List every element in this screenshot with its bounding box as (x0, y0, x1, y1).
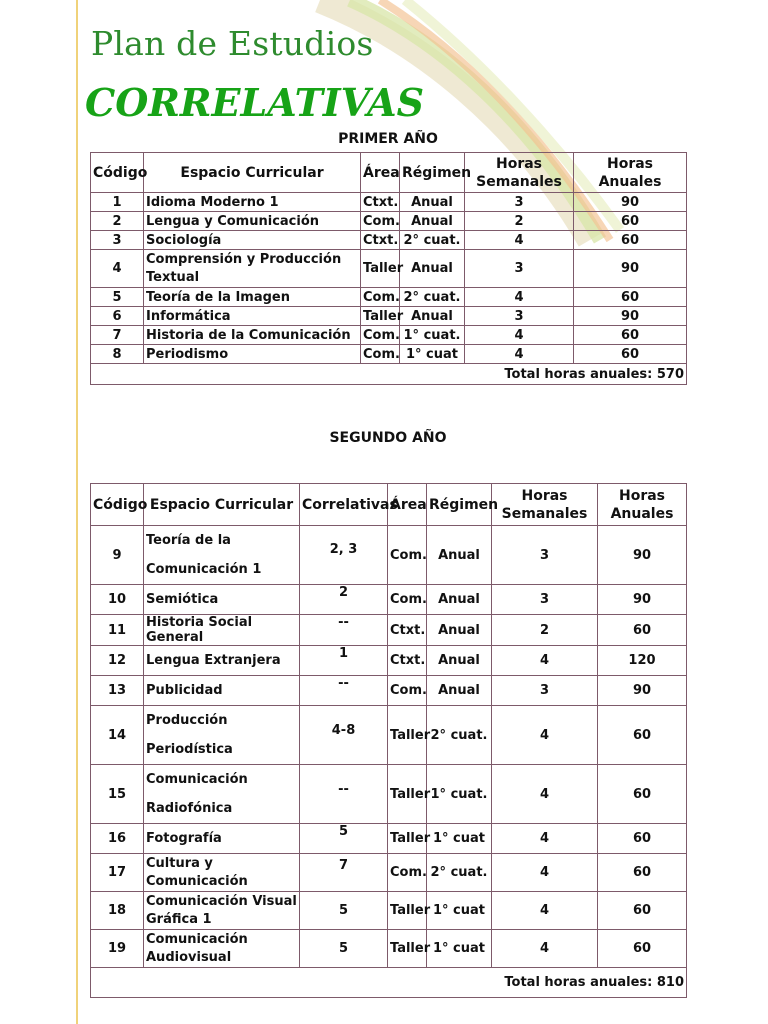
table-row: 8 Periodismo Com. 1° cuat 4 60 (91, 345, 687, 364)
primer-ano-title: PRIMER AÑO (338, 131, 438, 147)
col-header-area: Área (388, 484, 427, 526)
table-row: 12 Lengua Extranjera 1 Ctxt. Anual 4 120 (91, 646, 687, 676)
table-row: 14 Producción Periodística 4-8 Taller 2° cuat. 4 60 (91, 706, 687, 765)
col-header-horas-anuales: Horas Anuales (598, 484, 687, 526)
segundo-ano-title: SEGUNDO AÑO (329, 430, 447, 446)
correlativas-title: CORRELATIVAS (85, 80, 425, 125)
col-header-codigo: Código (91, 484, 144, 526)
table-row: 17 Cultura y Comunicación 7 Com. 2° cuat. 4 60 (91, 854, 687, 892)
table-row: 2 Lengua y Comunicación Com. Anual 2 60 (91, 212, 687, 231)
segundo-total: Total horas anuales: 810 (91, 968, 687, 998)
table-row: 19 Comunicación Audiovisual 5 Taller 1° cuat 4 60 (91, 930, 687, 968)
total-row (91, 364, 687, 385)
table-row: 9 Teoría de la Comunicación 1 2, 3 Com. Anual 3 90 (91, 526, 687, 585)
table-header-row (91, 484, 687, 526)
col-header-horas-semanales: Horas Semanales (465, 153, 574, 193)
table-row: 3 Sociología Ctxt. 2° cuat. 4 60 (91, 231, 687, 250)
table-row: 7 Historia de la Comunicación Com. 1° cuat. 4 60 (91, 326, 687, 345)
plan-title: Plan de Estudios (91, 24, 374, 63)
col-header-codigo: Código (91, 153, 144, 193)
table-row: 1 Idioma Moderno 1 Ctxt. Anual 3 90 (91, 193, 687, 212)
table-row: 4 Comprensión y Producción Textual Taller Anual 3 90 (91, 250, 687, 288)
table-row: 13 Publicidad -- Com. Anual 3 90 (91, 676, 687, 706)
table-row: 11 Historia Social General -- Ctxt. Anual 2 60 (91, 615, 687, 646)
table-row: 6 Informática Taller Anual 3 90 (91, 307, 687, 326)
total-row (91, 968, 687, 998)
table-row: 18 Comunicación Visual Gráfica 1 5 Taller 1° cuat 4 60 (91, 892, 687, 930)
table-row: 15 Comunicación Radiofónica -- Taller 1° cuat. 4 60 (91, 765, 687, 824)
col-header-espacio: Espacio Curricular (144, 153, 361, 193)
col-header-regimen: Régimen (427, 484, 492, 526)
col-header-regimen: Régimen (400, 153, 465, 193)
table-row: 10 Semiótica 2 Com. Anual 3 90 (91, 585, 687, 615)
table-row: 5 Teoría de la Imagen Com. 2° cuat. 4 60 (91, 288, 687, 307)
primer-total: Total horas anuales: 570 (91, 364, 687, 385)
table-header-row (91, 153, 687, 193)
left-margin-rule (76, 0, 78, 1024)
col-header-correlativas: Correlativas (300, 484, 388, 526)
segundo-ano-table (90, 483, 687, 998)
col-header-espacio: Espacio Curricular (144, 484, 300, 526)
table-row: 16 Fotografía 5 Taller 1° cuat 4 60 (91, 824, 687, 854)
col-header-horas-anuales: Horas Anuales (574, 153, 687, 193)
col-header-horas-semanales: Horas Semanales (492, 484, 598, 526)
col-header-area: Área (361, 153, 400, 193)
primer-ano-table (90, 152, 687, 385)
